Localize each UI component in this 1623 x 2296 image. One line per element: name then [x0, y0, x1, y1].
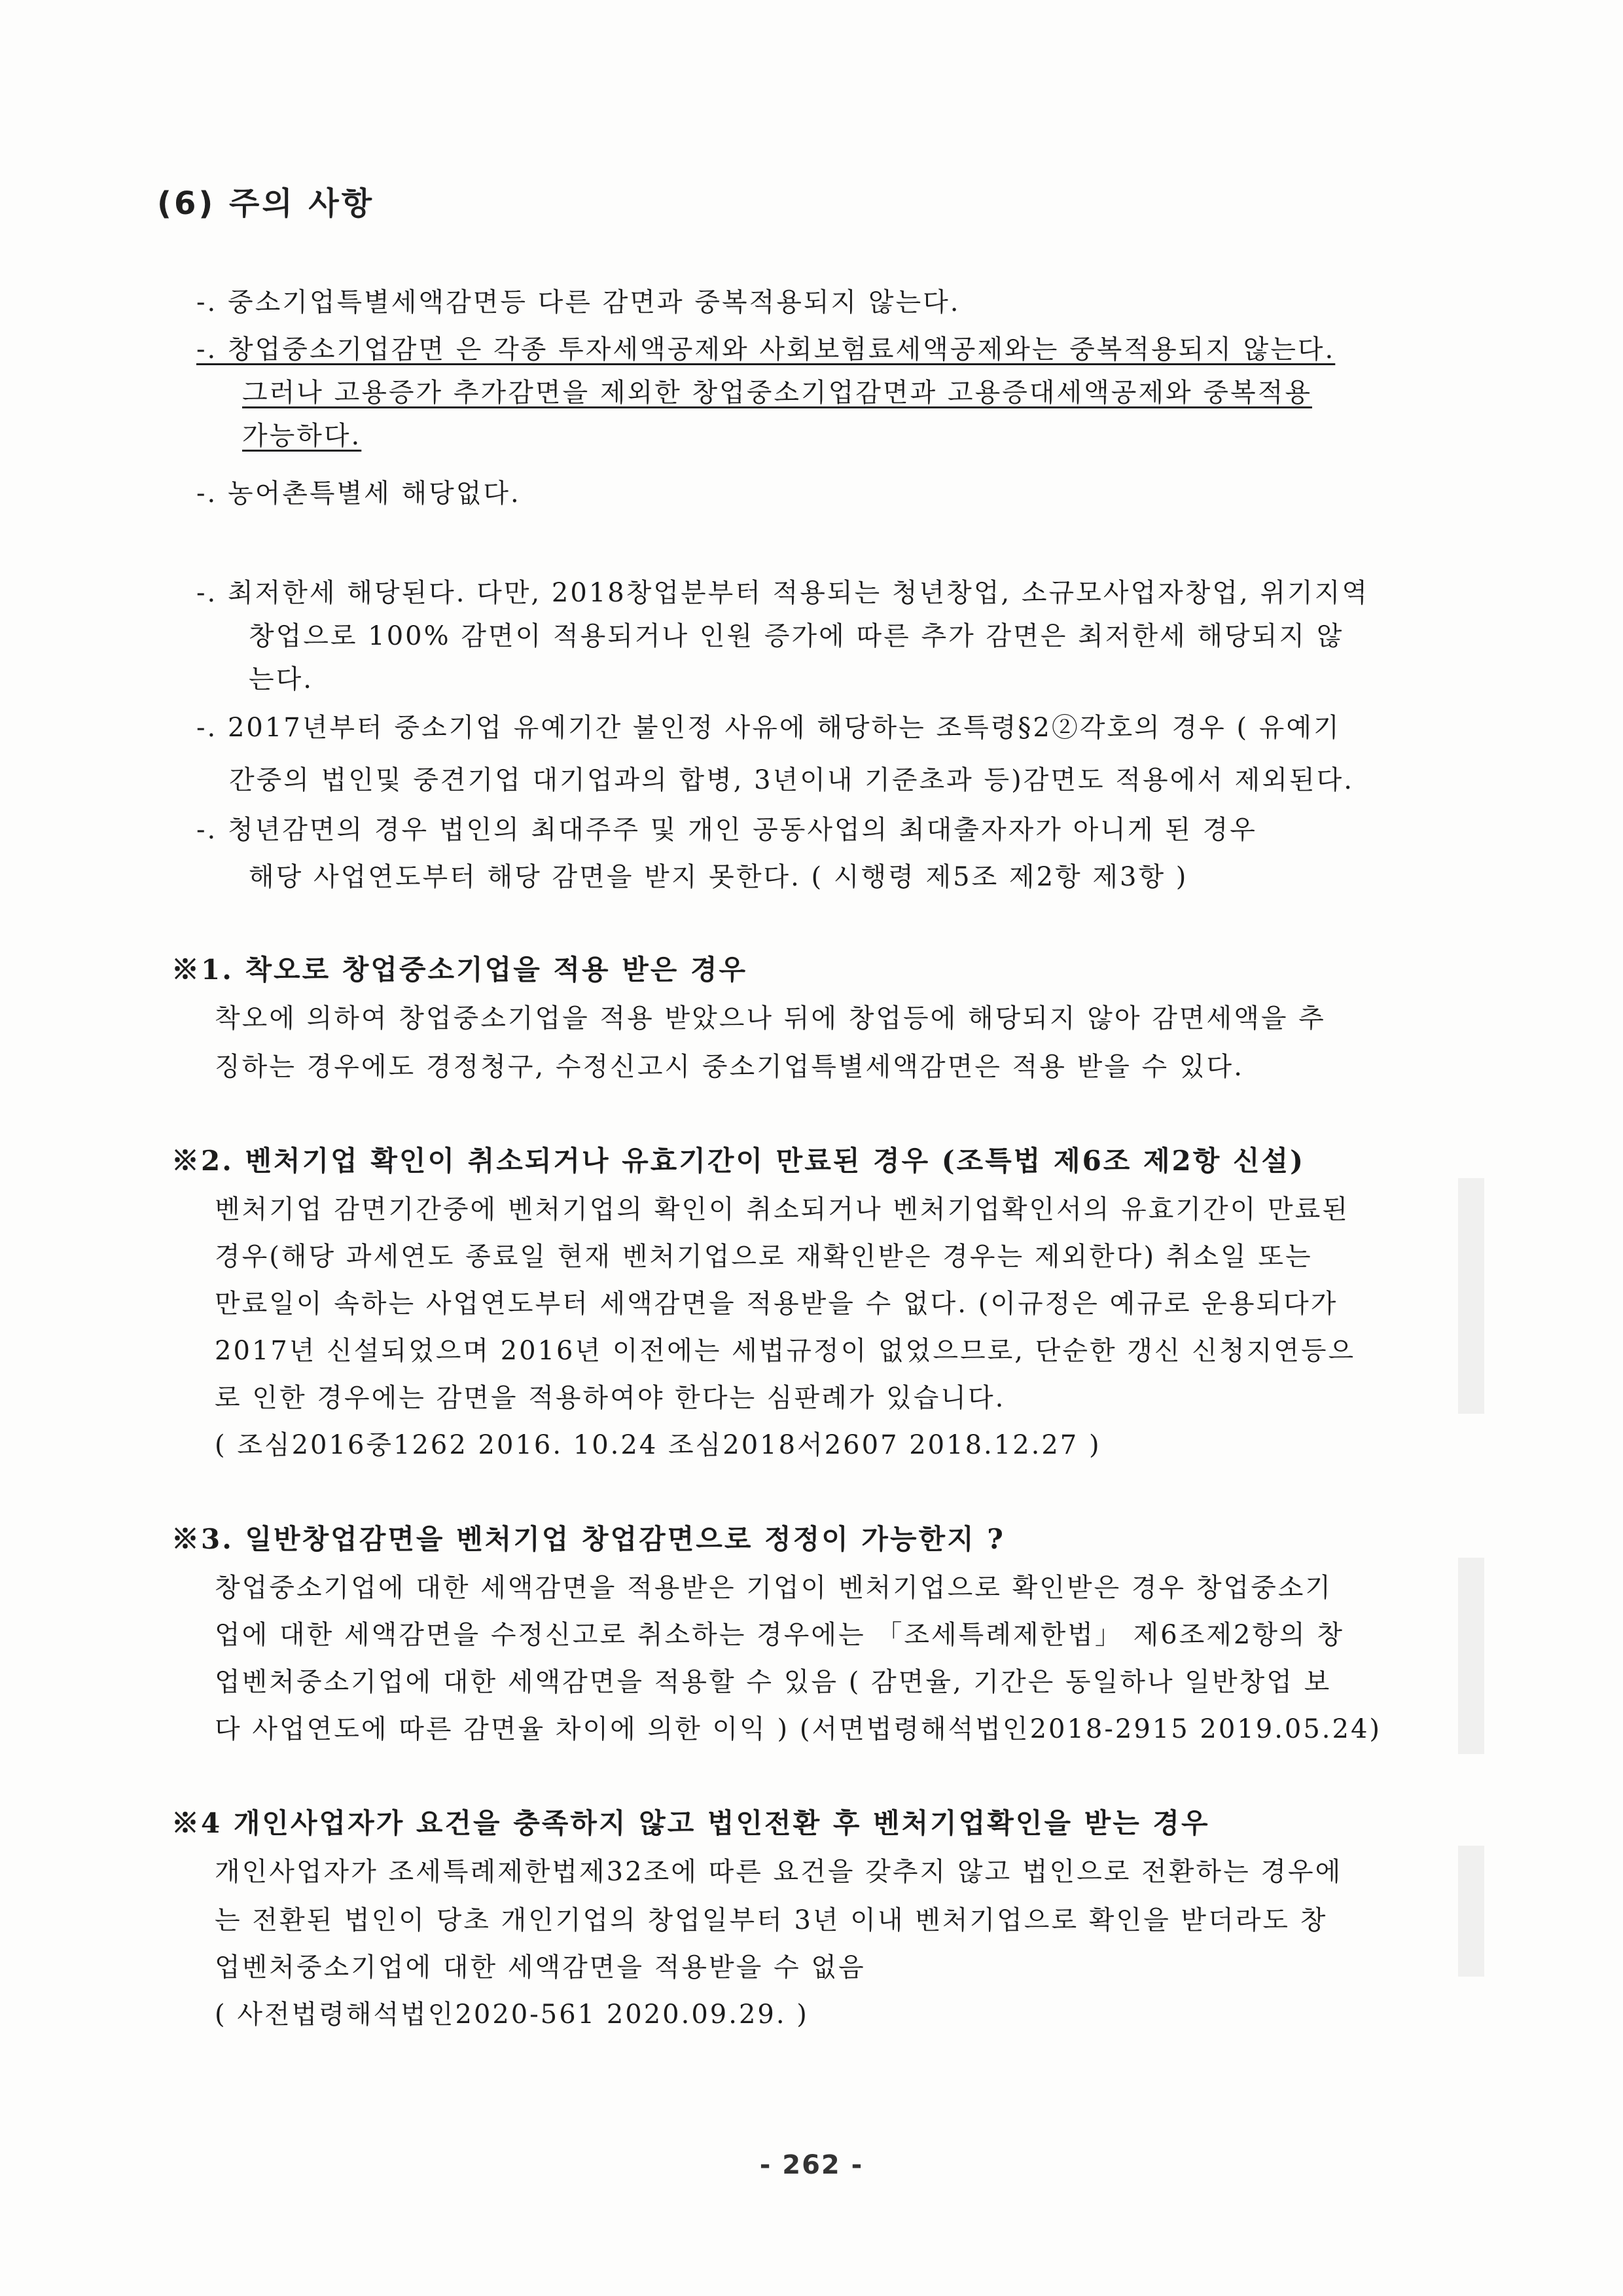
bullet-line: 그러나 고용증가 추가감면을 제외한 창업중소기업감면과 고용증대세액공제와 중복적용	[242, 378, 1312, 408]
bullet-line: -. 최저한세 해당된다. 다만, 2018창업분부터 적용되는 청년창업, 소규모사업자창업, 위기지역	[196, 578, 1370, 608]
note-title: ※1. 착오로 창업중소기업을 적용 받은 경우	[171, 954, 748, 986]
note-line: 업벤처중소기업에 대한 세액감면을 적용할 수 있음 ( 감면율, 기간은 동일하나 일반창업 보	[215, 1667, 1332, 1697]
note-line: 2017년 신설되었으며 2016년 이전에는 세법규정이 없었으므로, 단순한 갱신 신청지연등으	[215, 1336, 1356, 1366]
bullet-line: 창업으로 100% 감면이 적용되거나 인원 증가에 따른 추가 감면은 최저한세 해당되지 않	[249, 621, 1344, 651]
note-line: 착오에 의하여 창업중소기업을 적용 받았으나 뒤에 창업등에 해당되지 않아 감면세액을 추	[215, 1003, 1326, 1033]
bullet-line: 가능하다.	[242, 421, 362, 451]
bullet-line: -. 농어촌특별세 해당없다.	[196, 478, 521, 509]
section-heading: (6) 주의 사항	[157, 185, 375, 222]
bullet-line: -. 중소기업특별세액감면등 다른 감면과 중복적용되지 않는다.	[196, 287, 961, 317]
note-line: 벤처기업 감면기간중에 벤처기업의 확인이 취소되거나 벤처기업확인서의 유효기간이 만료된	[215, 1194, 1349, 1225]
note-line: 는 전환된 법인이 당초 개인기업의 창업일부터 3년 이내 벤처기업으로 확인을 받더라도 창	[215, 1905, 1328, 1935]
scan-shade	[1458, 1178, 1484, 1414]
note-line: 업벤처중소기업에 대한 세액감면을 적용받을 수 없음	[215, 1952, 866, 1982]
note-line: 징하는 경우에도 경정청구, 수정신고시 중소기업특별세액감면은 적용 받을 수 있다.	[215, 1052, 1244, 1082]
note-title: ※2. 벤처기업 확인이 취소되거나 유효기간이 만료된 경우 (조특법 제6조 제2항 신설)	[171, 1145, 1305, 1177]
note-line: 만료일이 속하는 사업연도부터 세액감면을 적용받을 수 없다. (이규정은 예규로 운용되다가	[215, 1289, 1338, 1319]
page-number: - 262 -	[759, 2150, 864, 2180]
bullet-line: 는다.	[249, 664, 313, 694]
note-line: 경우(해당 과세연도 종료일 현재 벤처기업으로 재확인받은 경우는 제외한다) 취소일 또는	[215, 1242, 1313, 1272]
bullet-line: -. 청년감면의 경우 법인의 최대주주 및 개인 공동사업의 최대출자자가 아니게 된 경우	[196, 815, 1257, 845]
scan-shade	[1458, 1558, 1484, 1754]
note-line: ( 사전법령해석법인2020-561 2020.09.29. )	[215, 2000, 809, 2030]
bullet-line: 간중의 법인및 중견기업 대기업과의 합병, 3년이내 기준초과 등)감면도 적용에서 제외된다.	[229, 765, 1354, 795]
note-title: ※3. 일반창업감면을 벤처기업 창업감면으로 정정이 가능한지 ?	[171, 1523, 1005, 1555]
note-line: 창업중소기업에 대한 세액감면을 적용받은 기업이 벤처기업으로 확인받은 경우 창업중소기	[215, 1573, 1333, 1603]
note-line: 로 인한 경우에는 감면을 적용하여야 한다는 심판례가 있습니다.	[215, 1383, 1006, 1413]
note-line: 다 사업연도에 따른 감면율 차이에 의한 이익 ) (서면법령해석법인2018-2915 2019.05.24)	[215, 1714, 1382, 1744]
note-line: 개인사업자가 조세특례제한법제32조에 따른 요건을 갖추지 않고 법인으로 전환하는 경우에	[215, 1857, 1343, 1887]
bullet-line: 해당 사업연도부터 해당 감면을 받지 못한다. ( 시행령 제5조 제2항 제3항 )	[249, 862, 1188, 892]
note-title: ※4 개인사업자가 요건을 충족하지 않고 법인전환 후 벤처기업확인을 받는 경우	[171, 1807, 1210, 1839]
scan-shade	[1458, 1846, 1484, 1977]
note-line: ( 조심2016중1262 2016. 10.24 조심2018서2607 2018.12.27 )	[215, 1430, 1101, 1460]
bullet-line: -. 창업중소기업감면 은 각종 투자세액공제와 사회보험료세액공제와는 중복적용되지 않는다.	[196, 334, 1336, 365]
bullet-line: -. 2017년부터 중소기업 유예기간 불인정 사유에 해당하는 조특령§2②각호의 경우 ( 유예기	[196, 713, 1341, 743]
note-line: 업에 대한 세액감면을 수정신고로 취소하는 경우에는 「조세특례제한법」 제6조제2항의 창	[215, 1620, 1345, 1650]
